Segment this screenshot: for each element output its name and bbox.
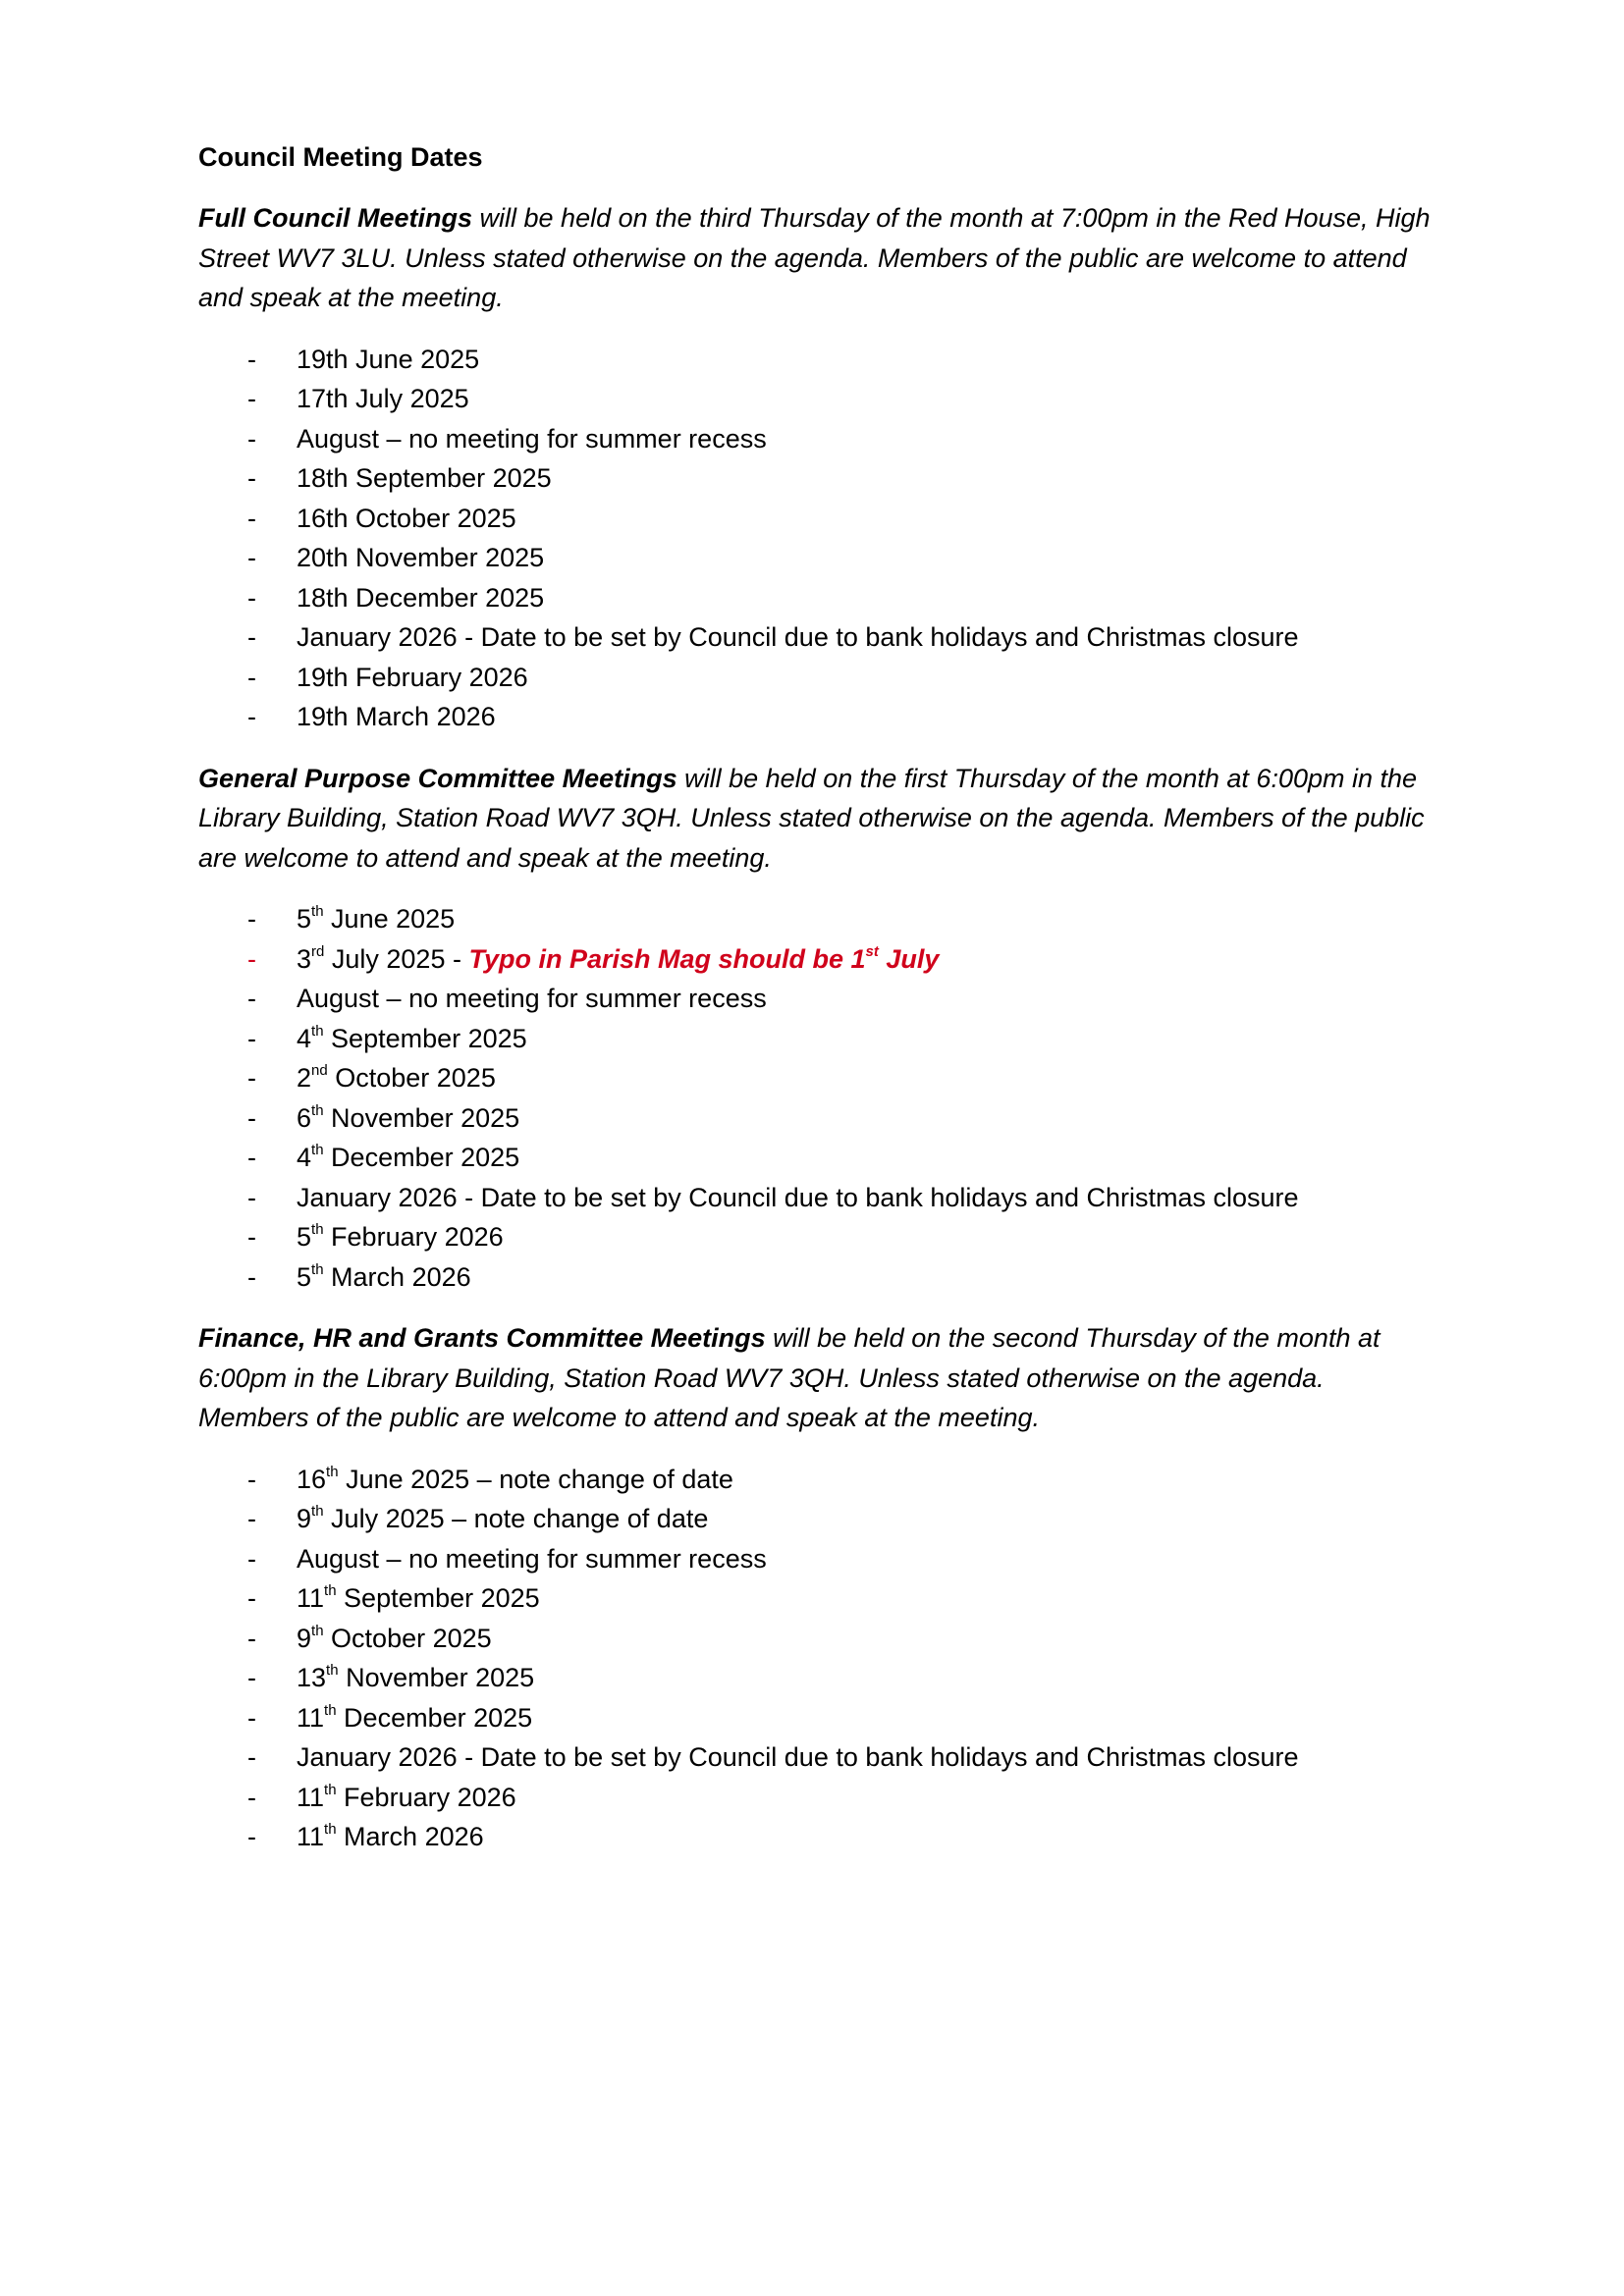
ordinal-suffix: rd (311, 942, 325, 960)
date-text-rest: November 2025 (323, 1102, 520, 1133)
ordinal-suffix: th (311, 1260, 324, 1278)
date-text: 5 (297, 1261, 312, 1292)
date-text: 18th September 2025 (297, 463, 552, 493)
list-item (198, 1019, 1435, 1059)
list-dash: - (247, 503, 256, 533)
list-dash: - (247, 1782, 256, 1812)
date-text: 19th March 2026 (297, 702, 496, 731)
list-item (198, 578, 1435, 618)
list-item (198, 1499, 1435, 1539)
list-item (198, 419, 1435, 459)
list-dash: - (247, 904, 256, 934)
list-dash: - (247, 1464, 256, 1494)
list-item (198, 1460, 1435, 1500)
date-text: 13 (297, 1663, 327, 1692)
list-dash: - (247, 1623, 256, 1653)
ordinal-suffix: th (311, 903, 324, 920)
date-text: August – no meeting for summer recess (297, 984, 767, 1013)
list-item (198, 1658, 1435, 1698)
list-dash: - (247, 1583, 256, 1613)
ordinal-suffix: th (324, 1582, 337, 1599)
list-dash: - (247, 1702, 256, 1733)
ordinal-suffix: th (324, 1781, 337, 1798)
date-text-rest: November 2025 (338, 1663, 535, 1692)
list-dash: - (247, 702, 256, 731)
list-dash: - (247, 543, 256, 572)
list-dash: - (247, 1222, 256, 1252)
date-text-rest: October 2025 (323, 1623, 492, 1653)
date-text: 16th October 2025 (297, 503, 516, 533)
full-council-heading: Full Council Meetings (198, 203, 473, 233)
date-text-rest: October 2025 (327, 1063, 496, 1093)
full-council-intro (198, 198, 1435, 318)
list-item (198, 499, 1435, 539)
date-text: 2 (297, 1063, 312, 1093)
general-purpose-heading: General Purpose Committee Meetings (198, 763, 677, 793)
list-item (198, 939, 1435, 980)
list-dash: - (247, 1182, 256, 1212)
ordinal-suffix: th (324, 1821, 337, 1838)
list-dash: - (247, 1102, 256, 1133)
ordinal-suffix: th (324, 1701, 337, 1719)
list-item (198, 1257, 1435, 1298)
list-item (198, 1178, 1435, 1218)
date-text: 4 (297, 1023, 312, 1053)
list-item (198, 1737, 1435, 1778)
date-text: 19th February 2026 (297, 662, 528, 692)
date-text: 11 (297, 1822, 325, 1851)
date-text: August – no meeting for summer recess (297, 1543, 767, 1574)
date-text-rest: December 2025 (336, 1702, 533, 1733)
date-text: 18th December 2025 (297, 582, 545, 613)
date-text: 5 (297, 1222, 312, 1252)
list-dash: - (247, 1023, 256, 1053)
date-text-rest: September 2025 (323, 1023, 527, 1053)
list-dash: - (247, 1143, 256, 1172)
list-dash: - (247, 1742, 256, 1772)
list-item (198, 899, 1435, 939)
list-item (198, 1817, 1435, 1857)
ordinal-suffix: th (311, 1221, 324, 1238)
list-dash: - (247, 423, 256, 454)
list-item (198, 1619, 1435, 1659)
list-item (198, 1778, 1435, 1818)
date-text: August – no meeting for summer recess (297, 423, 767, 454)
date-text-rest: June 2025 (323, 904, 456, 934)
date-text: January 2026 - Date to be set by Council due to bank holidays and Christmas closure (297, 1742, 1299, 1772)
ordinal-suffix: th (311, 1503, 324, 1520)
list-dash: - (247, 384, 256, 413)
list-dash: - (247, 1822, 256, 1851)
typo-note-rest: July (878, 943, 940, 974)
date-text: 5 (297, 904, 312, 934)
date-text-rest: July 2025 - (324, 943, 469, 974)
date-text: 3 (297, 943, 312, 974)
list-item (198, 1578, 1435, 1619)
document-page (198, 137, 1435, 1879)
list-dash: - (247, 1504, 256, 1533)
finance-heading: Finance, HR and Grants Committee Meetings (198, 1323, 766, 1353)
date-text: 9 (297, 1623, 312, 1653)
date-text: 17th July 2025 (297, 384, 469, 413)
date-text: January 2026 - Date to be set by Council due to bank holidays and Christmas closure (297, 1182, 1299, 1212)
general-purpose-description: will be held on the first Thursday of the month at 6:00pm in the Library Building, Station Road WV7 3QH. Unless stated otherwise on the agenda. Members of the public are welcome to attend and speak at the meeting. (198, 763, 1425, 873)
date-text-rest: February 2026 (336, 1782, 516, 1812)
date-text-rest: December 2025 (323, 1143, 520, 1172)
list-item (198, 1698, 1435, 1738)
date-text: 20th November 2025 (297, 543, 545, 572)
list-dash: - (247, 943, 256, 974)
list-item (198, 340, 1435, 380)
list-dash: - (247, 622, 256, 652)
full-council-description: will be held on the third Thursday of the month at 7:00pm in the Red House, High Street WV7 3LU. Unless stated otherwise on the agenda. Members of the public are welcome to attend and speak at the meeting. (198, 203, 1431, 312)
list-dash: - (247, 1261, 256, 1292)
ordinal-suffix: th (311, 1622, 324, 1639)
date-text: 6 (297, 1102, 312, 1133)
list-item (198, 1098, 1435, 1139)
list-item (198, 1138, 1435, 1178)
date-text: 19th June 2025 (297, 344, 480, 374)
list-item (198, 1539, 1435, 1579)
date-text: 11 (297, 1583, 325, 1613)
finance-intro (198, 1318, 1435, 1438)
ordinal-suffix: th (326, 1463, 339, 1480)
date-text: 4 (297, 1143, 312, 1172)
list-item (198, 538, 1435, 578)
date-text-rest: March 2026 (336, 1822, 484, 1851)
list-dash: - (247, 1663, 256, 1692)
ordinal-suffix: nd (311, 1062, 328, 1079)
date-text: January 2026 - Date to be set by Council due to bank holidays and Christmas closure (297, 622, 1299, 652)
date-text: 11 (297, 1782, 325, 1812)
full-council-date-list (198, 340, 1435, 737)
date-text-rest: September 2025 (336, 1583, 540, 1613)
list-item (198, 697, 1435, 737)
list-dash: - (247, 463, 256, 493)
ordinal-suffix: th (311, 1142, 324, 1158)
list-dash: - (247, 582, 256, 613)
typo-note (468, 944, 939, 974)
general-purpose-date-list (198, 899, 1435, 1297)
date-text: 11 (297, 1702, 325, 1733)
typo-note-text: Typo in Parish Mag should be 1 (468, 943, 866, 974)
date-text: 9 (297, 1504, 312, 1533)
list-dash: - (247, 1543, 256, 1574)
list-item (198, 1217, 1435, 1257)
list-item (198, 1058, 1435, 1098)
date-text-rest: March 2026 (323, 1261, 471, 1292)
list-dash: - (247, 1063, 256, 1093)
list-item (198, 617, 1435, 658)
list-dash: - (247, 984, 256, 1013)
finance-description: will be held on the second Thursday of the month at 6:00pm in the Library Building, Station Road WV7 3QH. Unless stated otherwise on the agenda. Members of the public are welcome to attend and speak at the meeting. (198, 1323, 1380, 1432)
list-dash: - (247, 662, 256, 692)
list-item (198, 458, 1435, 499)
page-title: Council Meeting Dates (198, 142, 483, 172)
date-text-rest: July 2025 – note change of date (323, 1504, 709, 1533)
ordinal-suffix: th (326, 1662, 339, 1679)
date-text-rest: February 2026 (323, 1222, 504, 1252)
general-purpose-intro (198, 759, 1435, 879)
typo-note-ordinal: st (865, 942, 879, 960)
list-item (198, 379, 1435, 419)
list-item (198, 658, 1435, 698)
date-text-rest: June 2025 – note change of date (338, 1464, 733, 1494)
ordinal-suffix: th (311, 1022, 324, 1040)
date-text: 16 (297, 1464, 327, 1494)
ordinal-suffix: th (311, 1101, 324, 1119)
finance-date-list (198, 1460, 1435, 1857)
list-dash: - (247, 344, 256, 374)
list-item (198, 979, 1435, 1019)
